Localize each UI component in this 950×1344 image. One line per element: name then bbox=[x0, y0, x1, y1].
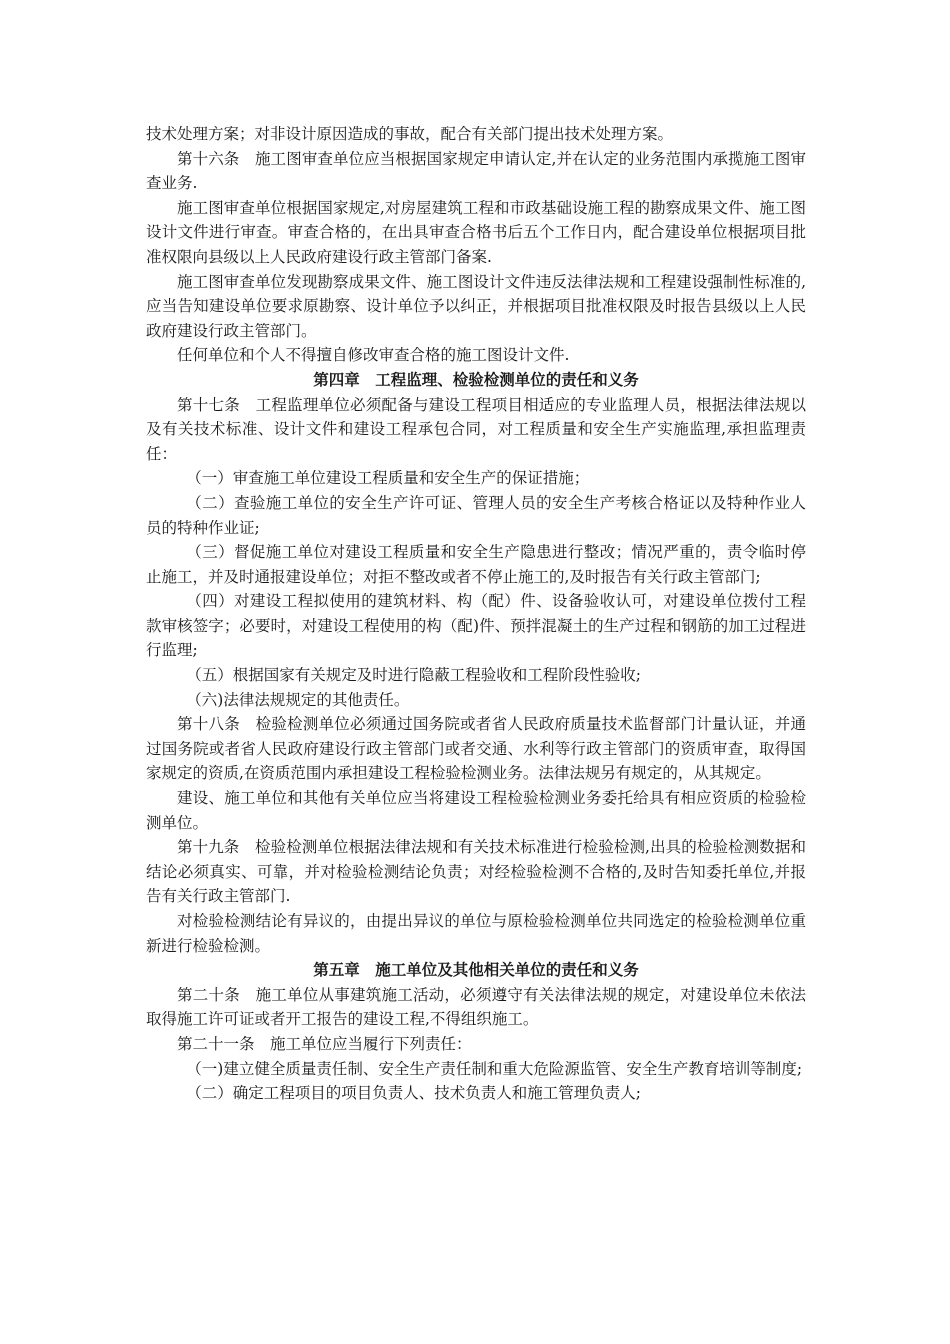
list-item: （二）查验施工单位的安全生产许可证、管理人员的安全生产考核合格证以及特种作业人员的特种作业证; bbox=[146, 493, 806, 537]
list-item: （三）督促施工单位对建设工程质量和安全生产隐患进行整改；情况严重的，责令临时停止施工，并及时通报建设单位；对拒不整改或者不停止施工的,及时报告有关行政主管部门; bbox=[146, 543, 806, 586]
list-item: （一)建立健全质量责任制、安全生产责任制和重大危险源监管、安全生产教育培训等制度; bbox=[186, 1059, 803, 1078]
paragraph: 技术处理方案；对非设计原因造成的事故，配合有关部门提出技术处理方案。 bbox=[146, 125, 674, 143]
list-item: （六)法律法规规定的其他责任。 bbox=[186, 690, 410, 709]
article-20-paragraph: 第二十条 施工单位从事建筑施工活动，必须遵守有关法律法规的规定，对建设单位未依法取得施工许可证或者开工报告的建设工程,不得组织施工。 bbox=[146, 985, 806, 1029]
chapter-4-heading: 第四章 工程监理、检验检测单位的责任和义务 bbox=[313, 370, 639, 389]
list-item: （五）根据国家有关规定及时进行隐蔽工程验收和工程阶段性验收; bbox=[186, 666, 642, 685]
paragraph: 建设、施工单位和其他有关单位应当将建设工程检验检测业务委托给具有相应资质的检验检测单位。 bbox=[146, 789, 806, 832]
article-19-paragraph: 第十九条 检验检测单位根据法律法规和有关技术标准进行检验检测,出具的检验检测数据和结论必须真实、可靠，并对检验检测结论负责；对经检验检测不合格的,及时告知委托单位,并报告有关行政主管部门. bbox=[146, 838, 806, 906]
paragraph: 对检验检测结论有异议的，由提出异议的单位与原检验检测单位共同选定的检验检测单位重新进行检验检测。 bbox=[146, 912, 806, 955]
paragraph: 施工图审查单位发现勘察成果文件、施工图设计文件违反法律法规和工程建设强制性标准的,应当告知建设单位要求原勘察、设计单位予以纠正，并根据项目批准权限及时报告县级以上人民政府建设行政主管部门。 bbox=[146, 272, 806, 340]
list-item: （二）确定工程项目的项目负责人、技术负责人和施工管理负责人; bbox=[186, 1084, 642, 1103]
article-16-paragraph: 第十六条 施工图审查单位应当根据国家规定申请认定,并在认定的业务范围内承揽施工图审查业务. bbox=[146, 149, 806, 193]
article-21-paragraph: 第二十一条 施工单位应当履行下列责任： bbox=[177, 1034, 472, 1053]
document-body bbox=[146, 122, 806, 1106]
article-17-paragraph: 第十七条 工程监理单位必须配备与建设工程项目相适应的专业监理人员，根据法律法规以及有关技术标准、设计文件和建设工程承包合同，对工程质量和安全生产实施监理,承担监理责任： bbox=[146, 395, 806, 463]
list-item: （一）审查施工单位建设工程质量和安全生产的保证措施； bbox=[186, 469, 590, 488]
paragraph: 任何单位和个人不得擅自修改审查合格的施工图设计文件. bbox=[177, 346, 570, 365]
article-18-paragraph: 第十八条 检验检测单位必须通过国务院或者省人民政府质量技术监督部门计量认证，并通过国务院或者省人民政府建设行政主管部门或者交通、水利等行政主管部门的资质审查，取得国家规定的资质,在资质范围内承担建设工程检验检测业务。法律法规另有规定的，从其规定。 bbox=[146, 715, 806, 783]
paragraph: 施工图审查单位根据国家规定,对房屋建筑工程和市政基础设施工程的勘察成果文件、施工图设计文件进行审查。审查合格的，在出具审查合格书后五个工作日内，配合建设单位根据项目批准权限向县级以上人民政府建设行政主管部门备案. bbox=[146, 198, 806, 266]
list-item: （四）对建设工程拟使用的建筑材料、构（配）件、设备验收认可，对建设单位拨付工程款审核签字；必要时，对建设工程使用的构（配)件、预拌混凝土的生产过程和钢筋的加工过程进行监理; bbox=[146, 592, 806, 660]
chapter-5-heading: 第五章 施工单位及其他相关单位的责任和义务 bbox=[313, 961, 639, 980]
